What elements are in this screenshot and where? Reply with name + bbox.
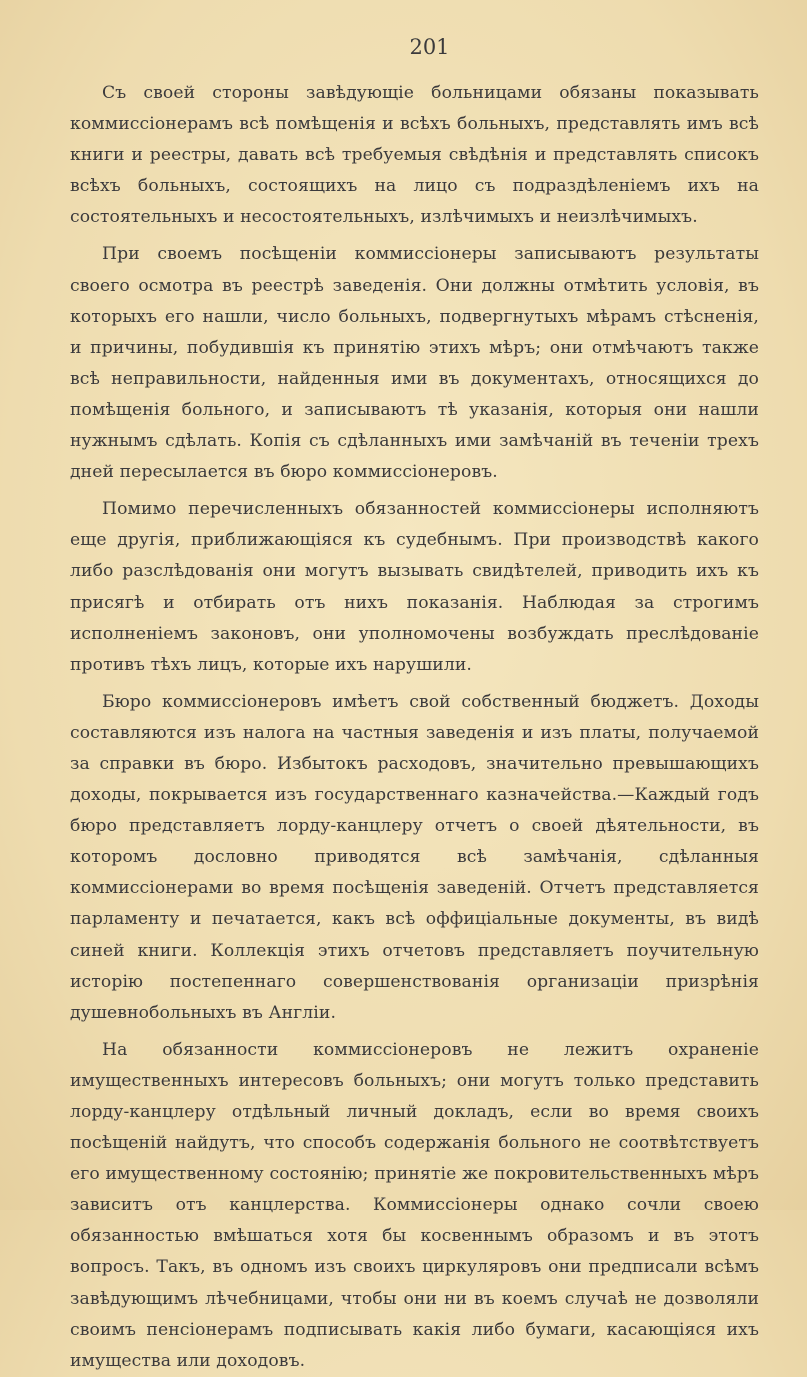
paragraph-hospital-duties: Съ своей стороны завѣдующіе больницами обязаны показывать коммиссіонерамъ всѣ помѣщенія и всѣхъ больныхъ, представлять имъ всѣ книги и реестры, давать всѣ требуемыя свѣдѣнія и представлять списокъ всѣхъ больныхъ, состоящихъ на лицо съ подраздѣленіемъ ихъ на состоятельныхъ и несостоятельныхъ, излѣчимыхъ и неизлѣчимыхъ. — [70, 83, 759, 228]
paragraph-bureau-budget: Бюро коммиссіонеровъ имѣетъ свой собственный бюджетъ. Доходы составляются изъ налога на частныя заведенія и изъ платы, получаемой за справки въ бюро. Избытокъ расходовъ, значительно превышающихъ доходы, покрывается изъ государственнаго казначейства.—Каждый годъ бюро представляетъ лорду-канцлеру отчетъ о своей дѣятельности, въ которомъ дословно приводятся всѣ замѣчанія, сдѣланныя коммиссіонерами во время посѣщенія заведеній. Отчетъ представляется парламенту и печатается, какъ всѣ оффиціальные документы, въ видѣ синей книги. Коллекція этихъ отчетовъ представляетъ поучительную исторію постепеннаго совершенствованія организаціи призрѣнія душевнобольныхъ въ Англіи. — [70, 691, 759, 1023]
page-number: 201 — [409, 35, 450, 59]
paragraph-inspection-records: При своемъ посѣщеніи коммиссіонеры записываютъ результаты своего осмотра въ реестрѣ заведенія. Они должны отмѣтить условія, въ которыхъ его нашли, число больныхъ, подвергнутыхъ мѣрамъ стѣсненія, и причины, побудившія къ принятію этихъ мѣръ; они отмѣчаютъ также всѣ неправильности, найденныя ими въ документахъ, относящихся до помѣщенія больного, и записываютъ тѣ указанія, которыя они нашли нужнымъ сдѣлать. Копія съ сдѣланныхъ ими замѣчаній въ теченіи трехъ дней пересылается въ бюро коммиссіонеровъ. — [70, 244, 759, 483]
paragraph-judicial-duties: Помимо перечисленныхъ обязанностей коммиссіонеры исполняютъ еще другія, приближающіяся къ судебнымъ. При производствѣ какого либо разслѣдованія они могутъ вызывать свидѣтелей, приводить ихъ къ присягѣ и отбирать отъ нихъ показанія. Наблюдая за строгимъ исполненіемъ законовъ, они уполномочены возбуждать преслѣдованіе противъ тѣхъ лицъ, которые ихъ нарушили. — [70, 499, 759, 675]
paragraph-property-interests: На обязанности коммиссіонеровъ не лежитъ охраненіе имущественныхъ интересовъ больныхъ; они могутъ только представить лорду-канцлеру отдѣльный личный докладъ, если во время своихъ посѣщеній найдутъ, что способъ содержанія больного не соотвѣтствуетъ его имущественному состоянію; принятіе же покровительственныхъ мѣръ зависитъ отъ канцлерства. Коммиссіонеры однако сочли своею обязанностью вмѣшаться хотя бы косвеннымъ образомъ и въ этотъ вопросъ. Такъ, въ одномъ изъ своихъ циркуляровъ они предписали всѣмъ завѣдующимъ лѣчебницами, чтобы они ни въ коемъ случаѣ не дозволяли своимъ пенсіонерамъ подписывать какія либо бумаги, касающіяся ихъ имущества или доходовъ. — [70, 1039, 759, 1371]
